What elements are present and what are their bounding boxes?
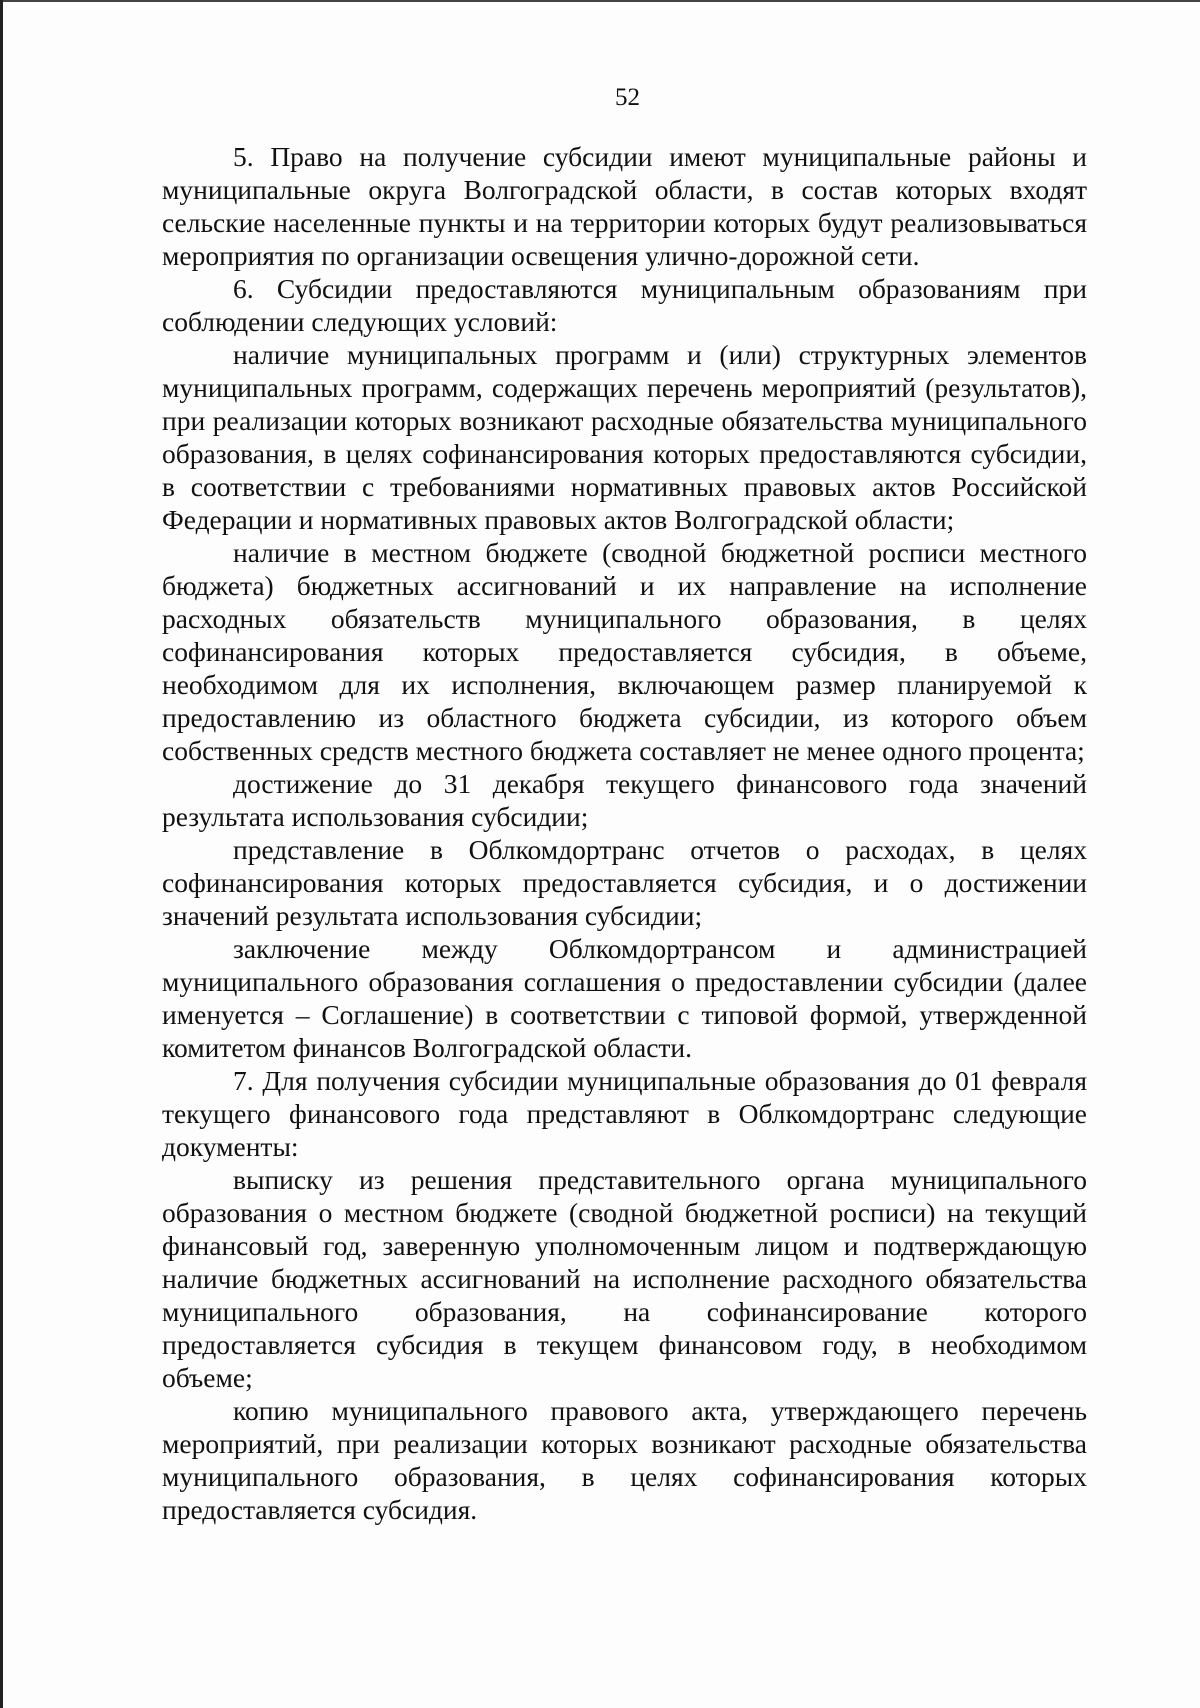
document-budget-extract: выписку из решения представительного органа муниципального образования о местном бюджете (сводной бюджетной росписи) на текущий финансовый год, заверенную уполномоченным лицом и подтверждающую наличие бюджетных ассигнований на исполнение расходного обязательства муниципального образования, на софинансирование которого предоставляется субсидия в текущем финансовом году, в необходимом объеме; [162, 1164, 1087, 1393]
document-legal-act-copy: копию муниципального правового акта, утверждающего перечень мероприятий, при реализации которых возникают расходные обязательства муниципального образования, в целях софинансирования которых предоставляется субсидия. [162, 1395, 1087, 1525]
scan-edge-top [0, 0, 1200, 2]
page-number: 52 [615, 84, 640, 111]
paragraph-6-conditions: 6. Субсидии предоставляются муниципальным образованиям при соблюдении следующих условий: [162, 273, 1087, 337]
scan-edge-left [0, 0, 3, 1708]
paragraph-7-documents: 7. Для получения субсидии муниципальные образования до 01 февраля текущего финансового года представляют в Облкомдортранс следующие документы: [162, 1065, 1087, 1162]
condition-agreement: заключение между Облкомдортрансом и администрацией муниципального образования соглашения о предоставлении субсидии (далее именуется – Соглашение) в соответствии с типовой формой, утвержденной комитетом финансов Волгоградской области. [162, 933, 1087, 1063]
condition-reports: представление в Облкомдортранс отчетов о расходах, в целях софинансирования которых предоставляется субсидия, и о достижении значений результата использования субсидии; [162, 834, 1087, 931]
paragraph-5-right-to-subsidy: 5. Право на получение субсидии имеют муниципальные районы и муниципальные округа Волгоградской области, в состав которых входят сельские населенные пункты и на территории которых будут реализовываться мероприятия по организации освещения улично-дорожной сети. [162, 141, 1087, 271]
condition-result-achievement: достижение до 31 декабря текущего финансового года значений результата использования субсидии; [162, 768, 1087, 832]
document-body [162, 140, 1087, 1526]
condition-budget-allocations: наличие в местном бюджете (сводной бюджетной росписи местного бюджета) бюджетных ассигнований и их направление на исполнение расходных обязательств муниципального образования, в целях софинансирования которых предоставляется субсидия, в объеме, необходимом для их исполнения, включающем размер планируемой к предоставлению из областного бюджета субсидии, из которого объем собственных средств местного бюджета составляет не менее одного процента; [162, 537, 1087, 766]
condition-municipal-programs: наличие муниципальных программ и (или) структурных элементов муниципальных программ, содержащих перечень мероприятий (результатов), при реализации которых возникают расходные обязательства муниципального образования, в целях софинансирования которых предоставляются субсидии, в соответствии с требованиями нормативных правовых актов Российской Федерации и нормативных правовых актов Волгоградской области; [162, 339, 1087, 535]
